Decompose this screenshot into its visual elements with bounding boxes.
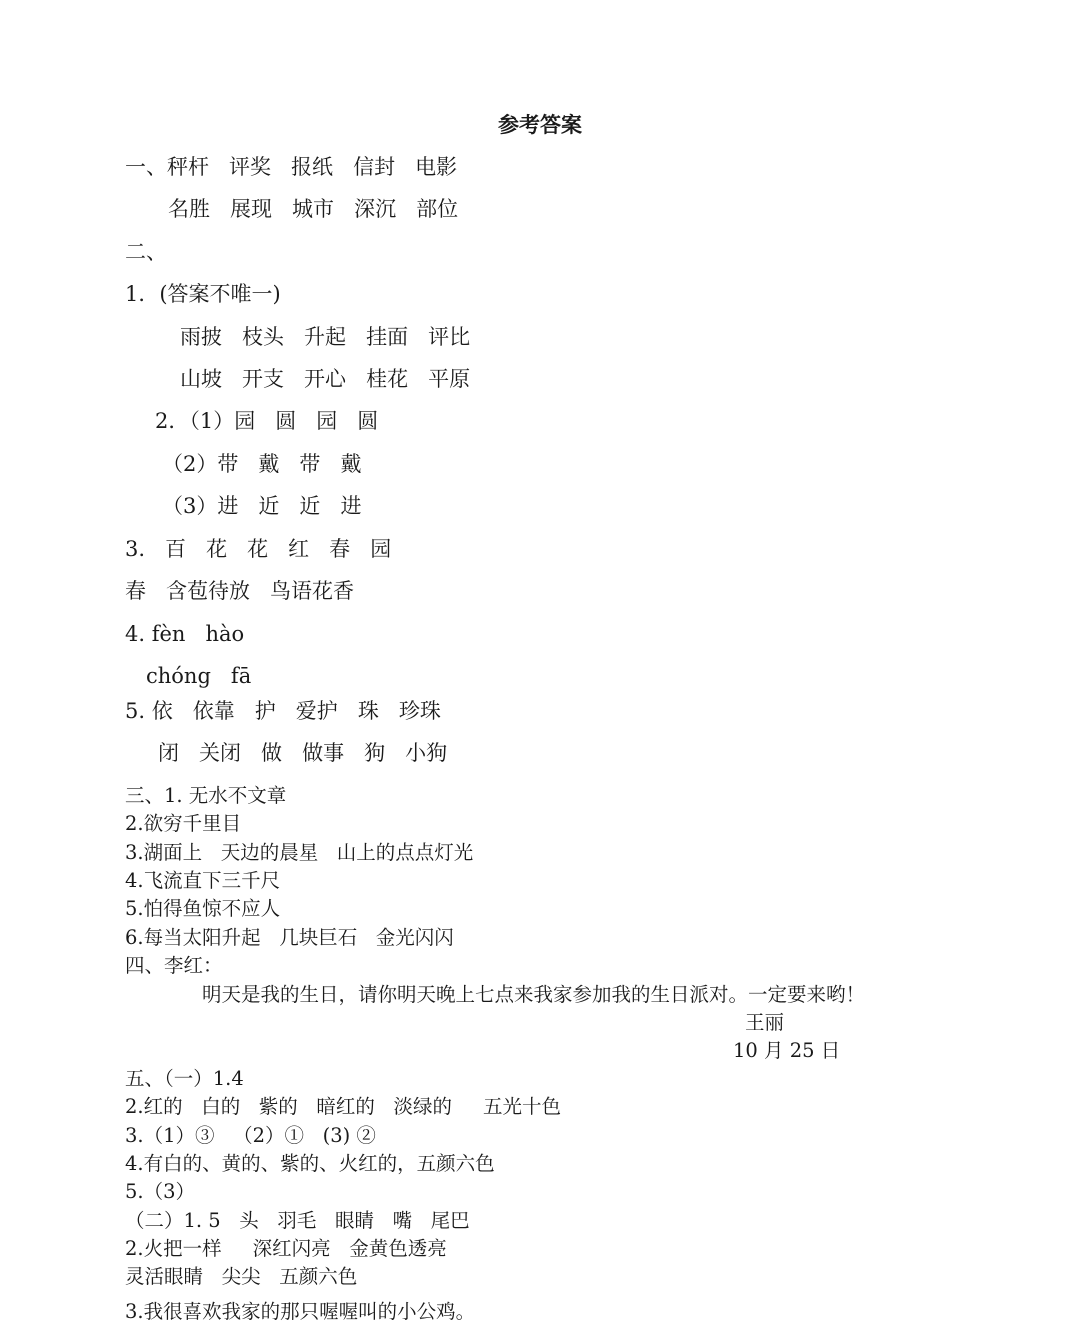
- section-2-q1-heading: 1．(答案不唯一): [125, 282, 281, 306]
- section-3-line-1: 三、1. 无水不文章: [125, 784, 287, 807]
- section-5-line-9: 3.我很喜欢我家的那只喔喔叫的小公鸡。: [125, 1300, 476, 1323]
- page-title: 参考答案: [498, 112, 582, 137]
- section-5-line-2: 2.红的 白的 紫的 暗红的 淡绿的 五光十色: [125, 1095, 561, 1118]
- section-3-line-3: 3.湖面上 天边的晨星 山上的点点灯光: [125, 841, 474, 864]
- section-2-q2-line-3: （3）进 近 近 进: [162, 494, 362, 518]
- section-2-heading: 二、: [125, 240, 167, 264]
- section-5-line-4: 4.有白的、黄的、紫的、火红的，五颜六色: [125, 1152, 495, 1175]
- section-3-line-2: 2.欲穷千里目: [125, 812, 242, 835]
- section-3-line-4: 4.飞流直下三千尺: [125, 869, 281, 892]
- section-5-line-8: 灵活眼睛 尖尖 五颜六色: [125, 1265, 358, 1288]
- section-2-q5-line-1: 5. 依 依靠 护 爱护 珠 珍珠: [125, 699, 441, 723]
- section-2-q1-line-2: 山坡 开支 开心 桂花 平原: [180, 367, 471, 391]
- section-2-q1-line-1: 雨披 枝头 升起 挂面 评比: [180, 325, 471, 349]
- section-2-q4-line-1: 4. fèn hào: [125, 622, 245, 646]
- section-4-letter-body: 明天是我的生日，请你明天晚上七点来我家参加我的生日派对。一定要来哟！: [202, 983, 866, 1006]
- section-5-line-5: 5.（3）: [125, 1180, 196, 1203]
- section-3-line-5: 5.怕得鱼惊不应人: [125, 897, 281, 920]
- section-2-q3-line-2: 春 含苞待放 鸟语花香: [125, 579, 355, 603]
- section-2-q2-line-2: （2）带 戴 带 戴: [162, 452, 362, 476]
- section-3-line-6: 6.每当太阳升起 几块巨石 金光闪闪: [125, 926, 454, 949]
- section-5-line-7: 2.火把一样 深红闪亮 金黄色透亮: [125, 1237, 447, 1260]
- section-2-q4-line-2: chóng fā: [146, 664, 252, 688]
- section-5-line-6: （二）1. 5 头 羽毛 眼睛 嘴 尾巴: [125, 1209, 470, 1232]
- section-1-line-2: 名胜 展现 城市 深沉 部位: [168, 197, 459, 221]
- section-4-date: 10 月 25 日: [733, 1039, 841, 1062]
- section-2-q2-line-1: 2．（1）园 圆 园 圆: [155, 409, 379, 433]
- section-2-q5-line-2: 闭 关闭 做 做事 狗 小狗: [158, 741, 448, 765]
- section-4-signature: 王丽: [745, 1011, 785, 1034]
- section-2-q3-line-1: 3. 百 花 花 红 春 园: [125, 537, 392, 561]
- section-1-line-1: 一、秤杆 评奖 报纸 信封 电影: [125, 155, 458, 179]
- section-5-line-3: 3.（1）③ （2）① (3) ②: [125, 1124, 376, 1147]
- section-4-salutation: 四、李红：: [125, 954, 223, 977]
- section-5-line-1: 五、（一）1.4: [125, 1067, 244, 1090]
